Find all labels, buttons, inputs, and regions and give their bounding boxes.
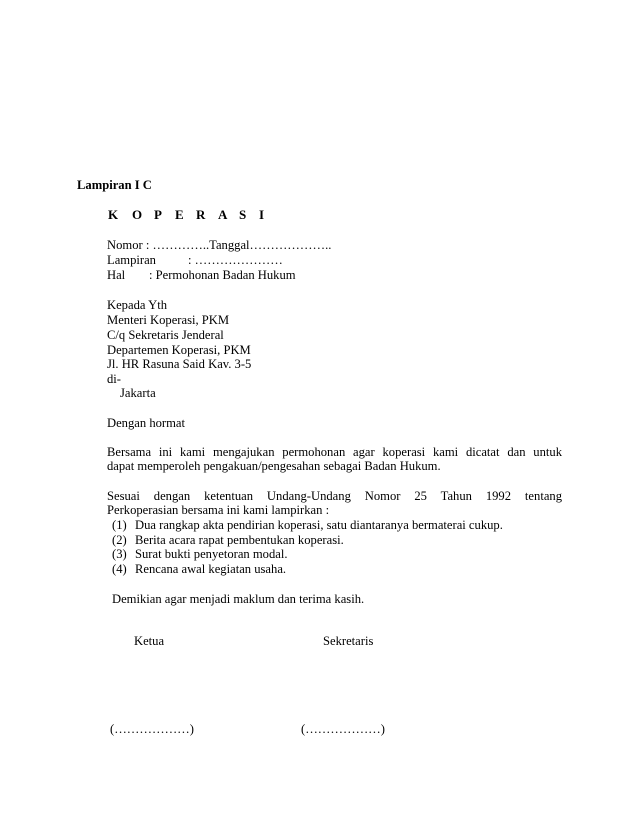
ketua-signature-blank: (………………) bbox=[110, 722, 194, 736]
list-text: Surat bukti penyetoran modal. bbox=[135, 547, 288, 561]
title-letter: I bbox=[259, 207, 265, 222]
address-line: di- bbox=[107, 372, 121, 386]
address-line: Menteri Koperasi, PKM bbox=[107, 313, 230, 327]
title-letter: S bbox=[239, 207, 247, 222]
closing-sentence: Demikian agar menjadi maklum dan terima kasih. bbox=[112, 592, 365, 606]
attachment-heading: Lampiran I C bbox=[77, 178, 152, 192]
paragraph-line: Sesuai dengan ketentuan Undang-Undang Nomor 25 Tahun 1992 tentang bbox=[107, 489, 562, 503]
greeting: Dengan hormat bbox=[107, 416, 185, 430]
sekretaris-label: Sekretaris bbox=[323, 634, 374, 648]
list-number: (4) bbox=[112, 562, 127, 576]
ketua-label: Ketua bbox=[134, 634, 165, 648]
lampiran-value: : ………………… bbox=[188, 253, 283, 267]
list-text: Dua rangkap akta pendirian koperasi, satu diantaranya bermaterai cukup. bbox=[135, 518, 503, 532]
paragraph-line: Bersama ini kami mengajukan permohonan agar koperasi kami dicatat dan untuk bbox=[107, 445, 562, 459]
title-letter: O bbox=[132, 207, 143, 222]
title-letter: R bbox=[196, 207, 206, 222]
title-letter: E bbox=[175, 207, 184, 222]
list-number: (3) bbox=[112, 547, 127, 561]
nomor-line: Nomor : …………..Tanggal……………….. bbox=[107, 238, 332, 252]
address-city: Jakarta bbox=[120, 386, 156, 400]
list-number: (2) bbox=[112, 533, 127, 547]
paragraph-line: dapat memperoleh pengakuan/pengesahan sebagai Badan Hukum. bbox=[107, 459, 441, 473]
hal-label: Hal bbox=[107, 268, 126, 282]
address-line: Departemen Koperasi, PKM bbox=[107, 343, 251, 357]
address-line: Jl. HR Rasuna Said Kav. 3-5 bbox=[107, 357, 252, 371]
title-letter: A bbox=[218, 207, 228, 222]
list-number: (1) bbox=[112, 518, 127, 532]
address-line: C/q Sekretaris Jenderal bbox=[107, 328, 224, 342]
address-line: Kepada Yth bbox=[107, 298, 168, 312]
lampiran-label: Lampiran bbox=[107, 253, 156, 267]
paragraph-line: Perkoperasian bersama ini kami lampirkan : bbox=[107, 503, 330, 517]
list-text: Berita acara rapat pembentukan koperasi. bbox=[135, 533, 344, 547]
list-text: Rencana awal kegiatan usaha. bbox=[135, 562, 287, 576]
title-letter: K bbox=[108, 207, 119, 222]
sekretaris-signature-blank: (………………) bbox=[301, 722, 385, 736]
title-letter: P bbox=[154, 207, 162, 222]
hal-value: : Permohonan Badan Hukum bbox=[149, 268, 296, 282]
